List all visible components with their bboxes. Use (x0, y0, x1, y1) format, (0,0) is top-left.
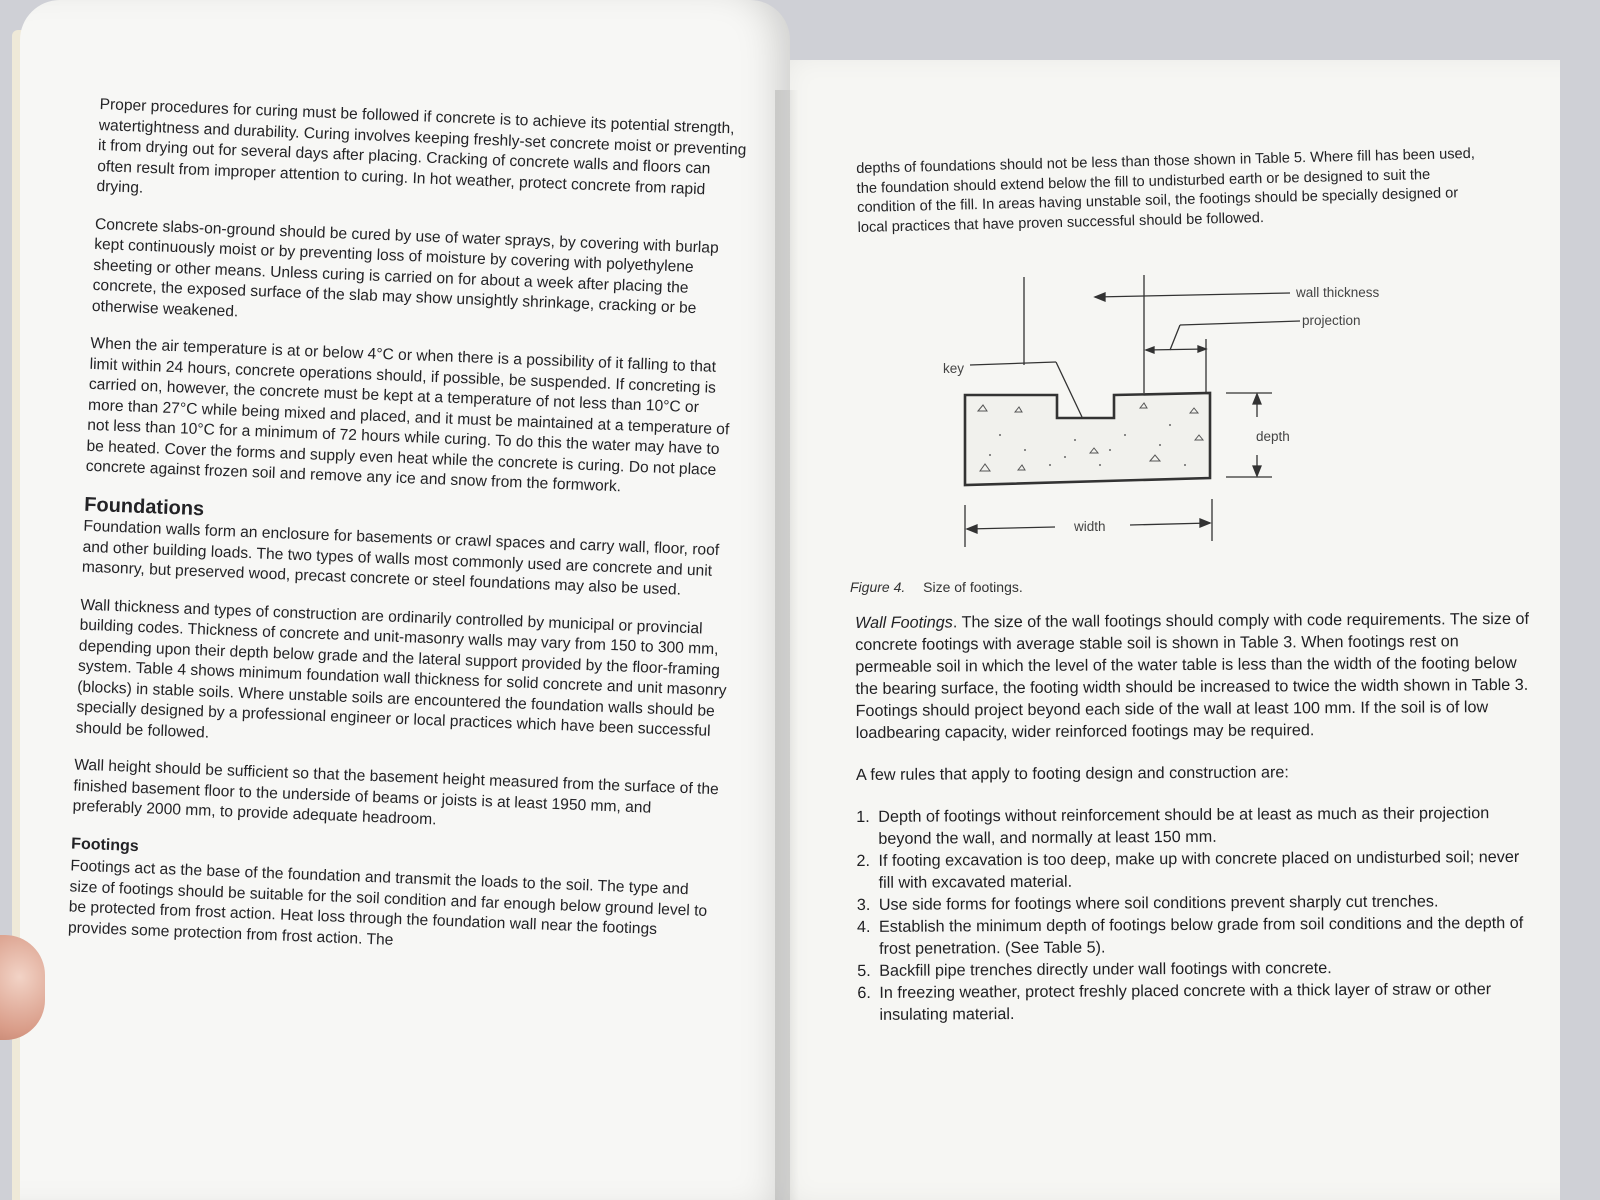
temperature-paragraph: When the air temperature is at or below 4°C or when there is a possibility of it falling to that limit within 24 hours, concrete operations should, if possible, be suspended. If concreting is carried on, however, the concrete must be kept at a temperature of not less than 10°C or more than 27°C while being mixed and placed, and it must be maintained at a temperature of not less than 10°C for a minimum of 72 hours while curing. To do this the water may have to be heated. Cover the forms and supply even heat while the concrete is curing. Do not place concrete against frozen soil and remove any ice and snow from the formwork. (85, 334, 730, 496)
wall-footings-text: . The size of the wall footings should comply with code requirements. The size of concrete footings with average stable soil is shown in Table 3. When footings rest on permeable soil in which the level of the water table is less than the width of the footing below the bearing surface, the footing width should be increased to twice the width shown in Table 3. Footings should project beyond each side of the wall at least 100 mm. If the soil is of low loadbearing capacity, wider reinforced footings may be required. (855, 609, 1530, 742)
figure-caption (850, 579, 1023, 595)
width-arrow-right (1130, 523, 1210, 525)
list-item-text: Use side forms for footings where soil conditions prevent sharply cut trenches. (878, 892, 1439, 914)
foundations-heading: Foundations (83, 493, 205, 520)
width-arrowhead-left (967, 525, 977, 533)
depths-paragraph: depths of foundations should not be less than those shown in Table 5. Where fill has been used, the foundation should extend below the fill to undisturbed earth or be designed to suit the condition of the fill. In areas having unstable soil, the footings should be specially designed or local practices that have proven successful should be followed. (856, 145, 1475, 236)
list-item-text: Backfill pipe trenches directly under wall footings with concrete. (879, 959, 1332, 980)
projection-leader (1180, 321, 1300, 325)
list-item (856, 802, 1536, 850)
projection-arrow-right (1198, 346, 1206, 352)
book-gutter (775, 90, 799, 1200)
width-arrowhead-right (1200, 519, 1210, 527)
foundation-walls-paragraph: Foundation walls form an enclosure for basements or crawl spaces and carry wall, floor, roof and other building loads. The two types of walls most commonly used are concrete and unit masonry, but preserved wood, precast concrete or steel foundations may also be used. (81, 517, 720, 599)
right-page-intro (856, 145, 1478, 238)
width-label: width (1074, 519, 1106, 534)
list-item-number: 3. (856, 895, 871, 914)
wall-height-paragraph: Wall height should be sufficient so that the basement height measured from the surface of the finished basement floor to the underside of beams or joists is at least 1950 mm, and preferably 2000 mm, to provide adequate headroom. (72, 756, 720, 829)
wall-thickness-arrowhead (1095, 293, 1105, 301)
list-item-text: In freezing weather, protect freshly placed concrete with a thick layer of straw or other insulating material. (879, 980, 1492, 1024)
depth-label: depth (1256, 429, 1290, 444)
list-item (856, 846, 1536, 894)
figure-caption-text: Size of footings. (923, 579, 1023, 595)
footing-diagram (850, 275, 1410, 565)
projection-connector (1170, 325, 1180, 350)
depth-arrowhead-bottom (1253, 466, 1261, 476)
list-item-number: 2. (856, 851, 871, 870)
list-item-text: Depth of footings without reinforcement should be at least as much as their projection beyond the wall, and normally at least 150 mm. (878, 804, 1490, 848)
rules-intro: A few rules that apply to footing design and construction are: (855, 763, 1289, 784)
key-leader-diagonal (1056, 362, 1082, 417)
figure-number: Figure 4. (850, 579, 906, 595)
projection-dimension (1146, 349, 1206, 350)
depth-arrowhead-top (1253, 394, 1261, 404)
wall-thickness-leader (1095, 293, 1290, 297)
footing-size-figure (850, 275, 1410, 565)
footing-outline (965, 393, 1210, 485)
left-page-text (67, 95, 750, 980)
footings-heading: Footings (70, 834, 140, 855)
wall-footings-lead: Wall Footings (855, 613, 953, 632)
projection-arrow-left (1146, 347, 1154, 353)
footing-rules-list (856, 802, 1537, 1026)
list-item-text: Establish the minimum depth of footings below grade from soil conditions and the depth of frost penetration. (See Table 5). (878, 913, 1524, 958)
footings-paragraph: Footings act as the base of the foundation and transmit the loads to the soil. The type and size of footings should be suitable for the soil condition and far enough below ground level to be protected from frost action. Heat loss through the foundation wall near the footings provides some protection from frost action. The (67, 857, 708, 949)
key-leader-horizontal (970, 362, 1056, 365)
projection-label: projection (1302, 313, 1361, 328)
list-item-number: 6. (857, 983, 871, 1002)
list-item-number: 5. (857, 961, 871, 980)
right-page-body (855, 608, 1538, 1026)
wall-footings-paragraph (855, 608, 1536, 744)
list-item-number: 1. (856, 807, 870, 826)
list-item (857, 978, 1537, 1026)
curing-paragraph: Proper procedures for curing must be followed if concrete is to achieve its potential strength, watertightness and durability. Curing involves keeping freshly-set concrete moist or preventing it from drying out for several days after placing. Cracking of concrete walls and floors can often result from improper attention to curing. In hot weather, protect concrete from rapid drying. (96, 95, 747, 198)
list-item (857, 912, 1537, 960)
width-arrow-left (967, 527, 1055, 529)
wall-thickness-paragraph: Wall thickness and types of construction are ordinarily controlled by municipal or provincial building codes. Thickness of concrete and unit-masonry walls may vary from 150 to 300 mm, depending upon their depth below grade and the lateral support provided by the floor-framing system. Table 4 shows minimum foundation wall thickness for solid concrete and unit masonry (blocks) in stable soils. Where unstable soils are encountered the foundation walls should be specially designed by a professional engineer or local practices which have been successful should be followed. (75, 596, 727, 742)
slabs-paragraph: Concrete slabs-on-ground should be cured by use of water sprays, by covering with burlap kept continuously moist or by preventing loss of moisture by covering with polyethylene sheeting or other means. Unless curing is carried on for about a week after placing the concrete, the exposed surface of the slab may show unsightly shrinkage, cracking or be otherwise weakened. (91, 215, 720, 320)
key-label: key (943, 361, 965, 376)
list-item-number: 4. (856, 917, 871, 936)
wall-thickness-label: wall thickness (1296, 285, 1380, 300)
list-item-text: If footing excavation is too deep, make up with concrete placed on undisturbed soil; never fill with excavated material. (878, 847, 1520, 892)
